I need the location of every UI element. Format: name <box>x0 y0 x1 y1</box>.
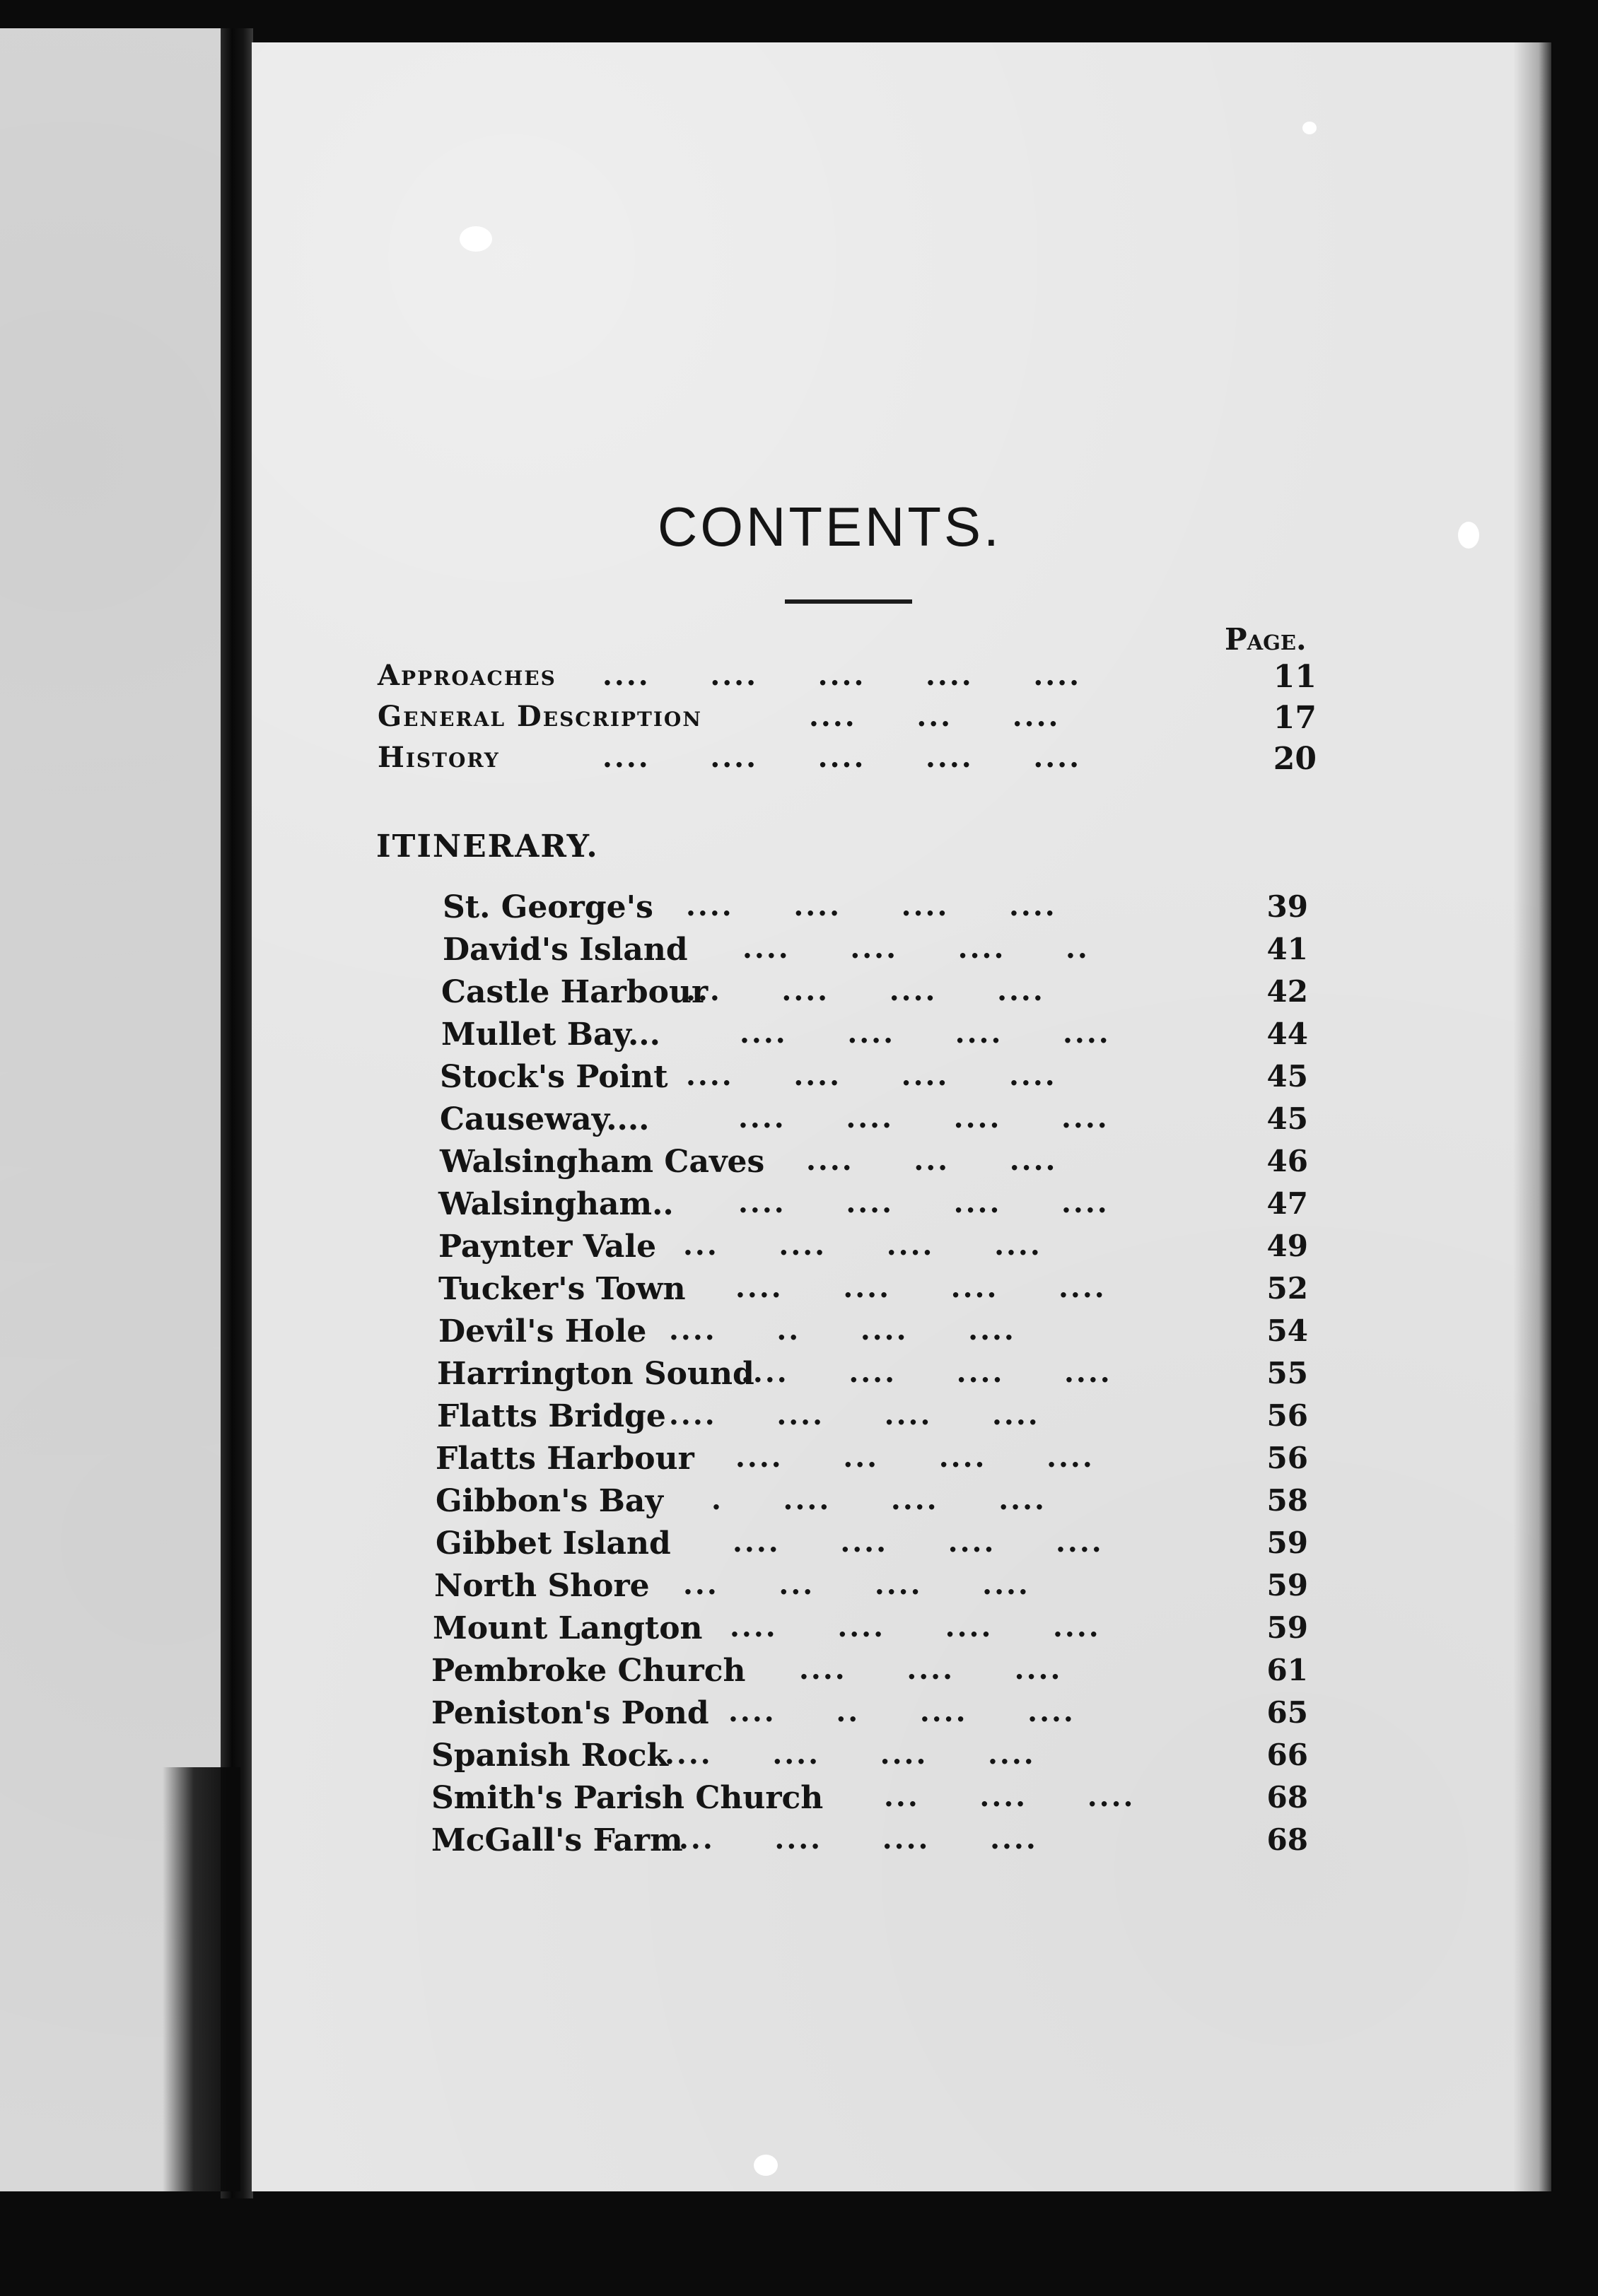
entry-page-number: 20 <box>1273 741 1317 777</box>
entry-label: Mount Langton <box>433 1610 703 1646</box>
leader-dots: .... .... .... .... .... <box>602 741 1082 774</box>
entry-label: Gibbon's Bay <box>436 1483 663 1519</box>
entry-page-number: 56 <box>1266 1398 1308 1433</box>
leader-dots: ... .... .... <box>884 1780 1136 1813</box>
entry-page-number: 42 <box>1266 974 1308 1009</box>
entry-page-number: 45 <box>1266 1101 1308 1136</box>
entry-page-number: 45 <box>1266 1059 1308 1094</box>
leader-dots: .... .... .... .... <box>733 1525 1104 1559</box>
itinerary-entry <box>0 1441 1598 1483</box>
leader-dots: .... .... .... .... .... <box>602 659 1082 692</box>
paper-speck <box>1302 122 1317 134</box>
itinerary-entry <box>0 932 1598 974</box>
entry-page-number: 68 <box>1266 1822 1308 1857</box>
entry-page-number: 54 <box>1266 1313 1308 1348</box>
contents-entry <box>0 659 1598 701</box>
leader-dots: .... .... .... .... <box>730 1610 1101 1644</box>
itinerary-entry <box>0 1610 1598 1653</box>
page-title: CONTENTS. <box>658 496 1002 558</box>
itinerary-entry <box>0 1017 1598 1059</box>
itinerary-entry <box>0 1059 1598 1101</box>
leader-dots: .... .... .... .... <box>740 1017 1111 1050</box>
entry-label: Spanish Rock <box>431 1738 669 1774</box>
contents-entry <box>0 700 1598 742</box>
entry-label: Walsingham Caves <box>440 1144 765 1180</box>
leader-dots: ... ... .... .... <box>683 1568 1030 1601</box>
entry-label: Harrington Sound <box>437 1356 754 1392</box>
itinerary-entry <box>0 1822 1598 1865</box>
entry-label: Mullet Bay... <box>441 1017 660 1053</box>
entry-label: McGall's Farm <box>431 1822 683 1858</box>
title-rule <box>785 599 912 604</box>
entry-label: David's Island <box>443 932 688 968</box>
entry-label: Devil's Hole <box>438 1313 647 1349</box>
paper-speck <box>460 226 492 252</box>
entry-label: Pembroke Church <box>431 1653 746 1689</box>
entry-page-number: 52 <box>1266 1271 1308 1306</box>
entry-page-number: 59 <box>1266 1568 1308 1603</box>
entry-label: Tucker's Town <box>438 1271 686 1307</box>
leader-dots: .... .... .... .... <box>738 1186 1109 1219</box>
leader-dots: .... ... .... <box>809 700 1061 733</box>
leader-dots: .... .... .... .... <box>686 1059 1057 1092</box>
entry-label: General Description <box>378 700 702 733</box>
itinerary-entry <box>0 1738 1598 1780</box>
leader-dots: . .... .... .... <box>711 1483 1046 1516</box>
entry-label: Castle Harbour <box>441 974 708 1010</box>
entry-label: Stock's Point <box>440 1059 668 1095</box>
itinerary-entry <box>0 1780 1598 1822</box>
leader-dots: .... .... .... .... <box>735 1271 1107 1304</box>
entry-label: Causeway.... <box>440 1101 650 1137</box>
entry-page-number: 55 <box>1266 1356 1308 1390</box>
leader-dots: .... .... .... .... <box>738 1101 1109 1135</box>
entry-label: Flatts Harbour <box>436 1441 694 1477</box>
entry-label: North Shore <box>434 1568 650 1604</box>
entry-page-number: 41 <box>1266 932 1308 966</box>
entry-page-number: 59 <box>1266 1525 1308 1560</box>
itinerary-entry <box>0 1525 1598 1568</box>
entry-page-number: 46 <box>1266 1144 1308 1178</box>
itinerary-entry <box>0 1186 1598 1229</box>
contents-entry <box>0 741 1598 783</box>
itinerary-entry <box>0 1356 1598 1398</box>
page-column-header: Page. <box>1225 622 1307 657</box>
entry-label: Peniston's Pond <box>431 1695 709 1731</box>
itinerary-entry <box>0 1101 1598 1144</box>
itinerary-entry <box>0 1313 1598 1356</box>
leader-dots: .... .... .... .... <box>669 1398 1040 1431</box>
itinerary-entry <box>0 1695 1598 1738</box>
entry-page-number: 47 <box>1266 1186 1308 1221</box>
entry-page-number: 61 <box>1266 1653 1308 1687</box>
leader-dots: .... .... .... .. <box>742 932 1090 965</box>
entry-page-number: 56 <box>1266 1441 1308 1475</box>
entry-page-number: 39 <box>1266 889 1308 924</box>
leader-dots: ... .... .... .... <box>683 1229 1042 1262</box>
leader-dots: .... .... .... .... <box>686 889 1057 922</box>
itinerary-entry <box>0 1568 1598 1610</box>
entry-label: Walsingham.. <box>438 1186 674 1222</box>
paper-speck <box>1458 522 1479 549</box>
itinerary-entry <box>0 1398 1598 1441</box>
leader-dots: .... ... .... <box>806 1144 1058 1177</box>
leader-dots: .... ... .... .... <box>735 1441 1095 1474</box>
entry-page-number: 66 <box>1266 1738 1308 1772</box>
leader-dots: ... .... .... .... <box>679 1822 1038 1856</box>
paper-speck <box>754 2155 778 2176</box>
entry-label: Smith's Parish Church <box>431 1780 824 1816</box>
leader-dots: .... .... .... <box>799 1653 1063 1686</box>
entry-label: Flatts Bridge <box>437 1398 666 1434</box>
itinerary-entry <box>0 1271 1598 1313</box>
entry-page-number: 11 <box>1273 659 1317 695</box>
leader-dots: .... .... .... .... <box>665 1738 1036 1771</box>
entry-page-number: 49 <box>1266 1229 1308 1263</box>
leader-dots: .... .. .... .... <box>669 1313 1016 1347</box>
leader-dots: .... .. .... .... <box>728 1695 1075 1728</box>
entry-page-number: 65 <box>1266 1695 1308 1730</box>
entry-page-number: 58 <box>1266 1483 1308 1518</box>
entry-page-number: 17 <box>1273 700 1317 736</box>
entry-page-number: 59 <box>1266 1610 1308 1645</box>
leader-dots: .... .... .... .... <box>741 1356 1112 1389</box>
itinerary-entry <box>0 1483 1598 1525</box>
itinerary-entry <box>0 1144 1598 1186</box>
itinerary-heading: ITINERARY. <box>376 828 599 865</box>
itinerary-entry <box>0 889 1598 932</box>
entry-label: History <box>378 741 500 774</box>
entry-label: Paynter Vale <box>438 1229 657 1265</box>
itinerary-entry <box>0 1653 1598 1695</box>
itinerary-entry <box>0 974 1598 1017</box>
entry-label: Approaches <box>378 659 556 692</box>
entry-page-number: 44 <box>1266 1017 1308 1051</box>
entry-label: St. George's <box>443 889 653 925</box>
itinerary-entry <box>0 1229 1598 1271</box>
entry-label: Gibbet Island <box>436 1525 671 1562</box>
leader-dots: ... .... .... .... <box>686 974 1045 1007</box>
entry-page-number: 68 <box>1266 1780 1308 1815</box>
